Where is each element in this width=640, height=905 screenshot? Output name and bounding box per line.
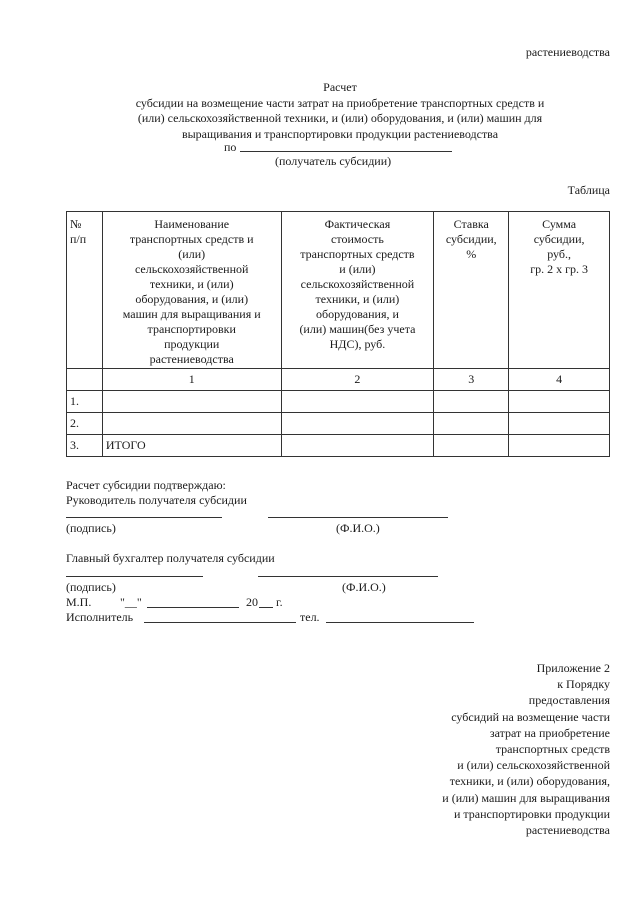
column-number-cell: 3	[434, 369, 509, 391]
appendix-line: к Порядку	[557, 677, 610, 692]
column-number-cell: 1	[102, 369, 281, 391]
fio-label-2: (Ф.И.О.)	[342, 580, 386, 594]
title-line-2: субсидии на возмещение части затрат на приобретение транспортных средств и	[135, 95, 545, 110]
recipient-hint: (получатель субсидии)	[275, 154, 392, 168]
confirmation-line-2: Руководитель получателя субсидии	[66, 493, 247, 507]
header-cell-number: № п/п	[67, 212, 103, 369]
table-cell-total-label: ИТОГО	[102, 435, 281, 457]
table-row	[67, 413, 610, 435]
confirmation-line-1: Расчет субсидии подтверждаю:	[66, 478, 226, 492]
document-title	[60, 80, 620, 142]
header-cell-name: Наименование транспортных средств и (или) сельскохозяйственной техники, и (или) оборудования, и (или) машин для выращивания и транспортировки продукции растениеводства	[102, 212, 281, 369]
mp-label: М.П.	[66, 595, 92, 609]
appendix-line: техники, и (или) оборудования,	[449, 774, 610, 789]
fio-label: (Ф.И.О.)	[336, 521, 380, 535]
title-line-4: выращивания и транспортировки продукции растениеводства	[181, 126, 499, 141]
signature-label: (подпись)	[66, 521, 116, 535]
table-cell: 1.	[67, 391, 103, 413]
header-cell-sum: Сумма субсидии, руб., гр. 2 х гр. 3	[509, 212, 610, 369]
appendix-line: и транспортировки продукции	[453, 806, 610, 821]
chief-accountant-label: Главный бухгалтер получателя субсидии	[66, 551, 275, 565]
signature-line-2	[66, 576, 203, 577]
table-label: Таблица	[567, 183, 610, 197]
header-top-text: растениеводства	[525, 45, 610, 59]
executor-label: Исполнитель	[66, 610, 134, 624]
table-cell	[281, 391, 434, 413]
appendix-line: предоставления	[528, 693, 610, 708]
table-cell	[281, 435, 434, 457]
appendix-block	[442, 660, 610, 838]
header-cell-rate: Ставка субсидии, %	[434, 212, 509, 369]
column-number-cell: 2	[281, 369, 434, 391]
appendix-line: растениеводства	[525, 823, 610, 838]
table-cell	[102, 413, 281, 435]
header-cell-cost: Фактическая стоимость транспортных средств и (или) сельскохозяйственной техники, и (или) оборудования, и (или) машин(без учета НДС), руб.	[281, 212, 434, 369]
calculation-table	[66, 211, 610, 457]
table-cell	[509, 391, 610, 413]
appendix-line: транспортных средств	[495, 742, 610, 757]
recipient-underline	[240, 151, 452, 152]
appendix-line: и (или) сельскохозяйственной	[457, 758, 610, 773]
column-number-cell	[67, 369, 103, 391]
column-number-row	[67, 369, 610, 391]
phone-line	[326, 622, 474, 623]
executor-line	[144, 622, 296, 623]
phone-label: тел.	[300, 610, 320, 624]
fio-line	[268, 517, 448, 518]
date-year-line	[259, 607, 273, 608]
column-number-cell: 4	[509, 369, 610, 391]
table-header-row	[67, 212, 610, 369]
title-line-3: (или) сельскохозяйственной техники, и (или) оборудования, и (или) машин для	[137, 111, 543, 126]
table-cell	[102, 391, 281, 413]
table-cell: 3.	[67, 435, 103, 457]
table-cell	[509, 413, 610, 435]
signature-line	[66, 517, 222, 518]
table-cell	[281, 413, 434, 435]
appendix-line: Приложение 2	[536, 661, 610, 675]
date-month-line	[147, 607, 239, 608]
appendix-line: и (или) машин для выращивания	[442, 790, 610, 805]
po-label: по	[224, 140, 237, 154]
table-cell: 2.	[67, 413, 103, 435]
appendix-line: субсидий на возмещение части	[451, 709, 610, 724]
date-year-prefix: 20	[246, 595, 258, 609]
title-line-1: Расчет	[323, 80, 357, 94]
table-row-total	[67, 435, 610, 457]
date-day: "__"	[120, 595, 142, 609]
fio-line-2	[258, 576, 438, 577]
appendix-line: затрат на приобретение	[489, 725, 610, 740]
table-cell	[434, 435, 509, 457]
table-cell	[509, 435, 610, 457]
table-row	[67, 391, 610, 413]
table-cell	[434, 413, 509, 435]
date-year-suffix: г.	[276, 595, 283, 609]
table-cell	[434, 391, 509, 413]
signature-label-2: (подпись)	[66, 580, 116, 594]
